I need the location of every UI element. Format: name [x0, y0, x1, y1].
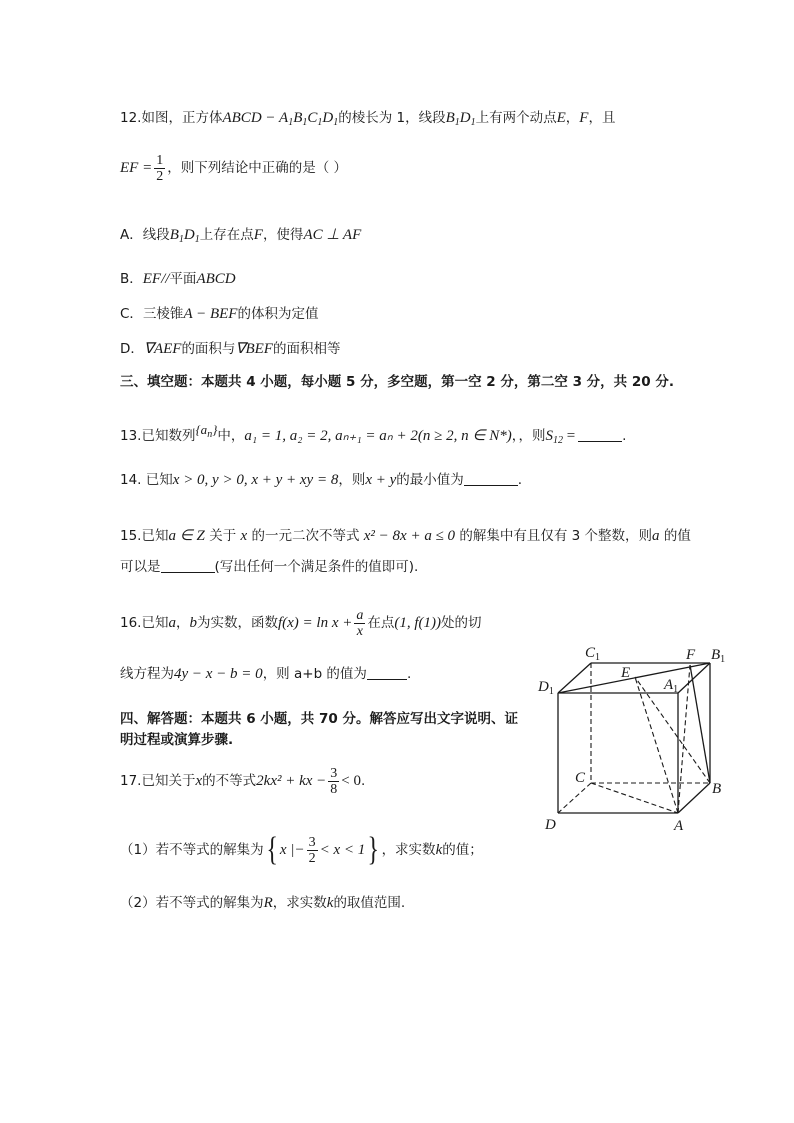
option-b-plane: ABCD [196, 271, 236, 287]
segment-bf [690, 665, 710, 783]
label-d: D [545, 817, 556, 830]
option-c [120, 304, 318, 324]
q16-math: f(x) = ln x + [277, 615, 353, 631]
q16-fraction: $\frac{a}{x}$ [356, 607, 364, 639]
q17-fraction: $\frac{3}{8}$ [330, 765, 338, 797]
cube-figure [535, 640, 735, 830]
q14-text1: 已知 [145, 472, 173, 488]
q16-a: a [168, 615, 176, 631]
q15-a: a [652, 528, 660, 544]
option-b-math: EF// [142, 271, 170, 287]
q17-math: 2kx² + kx − [256, 773, 327, 789]
q17-text1: 已知关于 [141, 773, 196, 789]
q17-part2 [120, 893, 405, 913]
q16-b: b [189, 615, 197, 631]
q15-line1 [120, 526, 691, 546]
q14-end: . [517, 472, 523, 488]
q17-set-fraction: $\frac{3}{2}$ [308, 834, 316, 866]
q13-number: 13. [120, 428, 142, 444]
q15-text1: 已知 [141, 528, 169, 544]
option-d-math: ∇AEF [143, 341, 182, 357]
option-a-text3: ，使得 [262, 227, 304, 243]
option-b [120, 269, 236, 289]
q12-cube-name: ABCD − $A_1B_1C_1D_1$ [222, 110, 339, 128]
q17-k: k [435, 842, 443, 858]
q15-math: a ∈ Z [168, 528, 205, 544]
q17-x: x [195, 773, 203, 789]
q13-s12: $S_{12}$ [545, 428, 563, 446]
option-a-seg: $B_1D_1$ [169, 227, 200, 245]
option-b-text: 平面 [169, 271, 197, 287]
label-b1: $B_1$ [711, 647, 726, 665]
point-f: F [579, 110, 589, 126]
q17-part1-text2: ，求实数 [381, 842, 436, 858]
label-c: C [575, 770, 586, 786]
q12-number: 12. [120, 110, 142, 126]
label-d1: $D_1$ [538, 679, 554, 697]
q13-text1: 已知数列 [141, 428, 196, 444]
left-brace: { [266, 831, 278, 868]
q12-question: ，则下列结论中正确的是（ ） [167, 160, 347, 176]
q15-line2-text2: (写出任何一个满足条件的值即可). [214, 559, 419, 575]
q15-text5: 的值 [663, 528, 691, 544]
q16-end: . [406, 666, 412, 682]
q13-text2: 中， [217, 428, 245, 444]
q17-set-a: x |− [279, 842, 305, 858]
right-brace: } [367, 831, 380, 868]
option-c-math: A − BEF [183, 306, 238, 322]
point-e: E [556, 110, 566, 126]
edge-d1c1 [558, 663, 591, 693]
q14-number: 14. [120, 472, 142, 488]
q17-k2: k [326, 895, 334, 911]
label-e: E [621, 665, 631, 681]
q13-sequence: $\{a_n\}$ [195, 422, 218, 440]
comma: ， [565, 110, 580, 126]
q17-r: R [263, 895, 273, 911]
q13-math: a₁ = 1, a₂ = 2, aₙ₊₁ = aₙ + 2(n ≥ 2, n ∈ N*) [244, 428, 512, 444]
q12-segment: $B_1D_1$ [445, 110, 476, 128]
q12-text4: ，且 [588, 110, 616, 126]
q16-line1 [120, 606, 482, 640]
option-d-text1: 的面积与 [181, 341, 236, 357]
section4-title-line2: 明过程或演算步骤. [120, 732, 234, 748]
q16-text1: 已知 [141, 615, 169, 631]
q15-text3: 的一元二次不等式 [251, 528, 360, 544]
section4-title-line1: 四、解答题：本题共 6 小题，共 70 分。解答应写出文字说明、证 [120, 711, 518, 727]
hidden-ae [635, 677, 678, 813]
q17-part2-label: （2）若不等式的解集为 [120, 895, 264, 911]
label-c1: $C_1$ [585, 645, 601, 663]
hidden-diagonal-ca [591, 783, 678, 813]
q17-part2-text1: ，求实数 [272, 895, 327, 911]
q15-number: 15. [120, 528, 142, 544]
ef-equation: EF = [120, 160, 153, 176]
q17-number: 17. [120, 773, 142, 789]
option-c-text2: 的体积为定值 [237, 306, 319, 322]
q13 [120, 420, 626, 451]
option-a-text2: 上存在点 [199, 227, 254, 243]
q17-part1-label: （1）若不等式的解集为 [120, 842, 264, 858]
q12-text: 如图，正方体 [141, 110, 223, 126]
fraction-half: $\frac{1}{2}$ [156, 152, 164, 184]
q16-line2-text1: 线方程为 [120, 666, 174, 682]
q17-math-end: < 0 [341, 773, 361, 789]
q14-text3: 的最小值为 [396, 472, 464, 488]
option-d-text2: 的面积相等 [272, 341, 341, 357]
q17-part2-text2: 的取值范围. [333, 895, 406, 911]
q17-text2: 的不等式 [202, 773, 257, 789]
q15-text2: 关于 [209, 528, 237, 544]
option-a-point: F [253, 227, 263, 243]
q14-math2: x + y [365, 472, 397, 488]
q15-text4: 的解集中有且仅有 3 个整数，则 [459, 528, 653, 544]
q17-line1 [120, 763, 365, 799]
q16-answer-blank[interactable] [367, 665, 407, 680]
label-a1: $A_1$ [664, 677, 679, 695]
q16-number: 16. [120, 615, 142, 631]
option-a-text1: 线段 [142, 227, 170, 243]
option-d-label: D． [120, 341, 144, 357]
q17-set-b: < x < 1 [319, 842, 366, 858]
q12-line1 [120, 108, 615, 133]
q17-end: . [361, 773, 366, 789]
q15-math2: x² − 8x + a ≤ 0 [363, 528, 456, 544]
option-c-text1: 三棱锥 [142, 306, 184, 322]
q13-eq: = [562, 428, 576, 444]
q14-answer-blank[interactable] [464, 471, 518, 486]
q14 [120, 470, 522, 490]
q16-text5: 处的切 [441, 615, 482, 631]
option-a [120, 225, 361, 250]
q16-text4: 在点 [367, 615, 395, 631]
hidden-edge-cd [558, 783, 591, 813]
option-a-label: A． [120, 227, 143, 243]
q12-text2: 的棱长为 1，线段 [338, 110, 446, 126]
q14-math: x > 0, y > 0, x + y + xy = 8 [172, 472, 339, 488]
q15-x: x [240, 528, 248, 544]
q16-tangent: 4y − x − b = 0 [174, 666, 263, 682]
q16-comma: ， [175, 615, 190, 631]
q13-answer-blank[interactable] [578, 427, 622, 442]
q16-line2 [120, 664, 411, 684]
q12-text3: 上有两个动点 [475, 110, 557, 126]
option-a-math: AC ⊥ AF [303, 227, 362, 243]
option-d [120, 339, 340, 359]
q14-text2: ，则 [338, 472, 366, 488]
q15-line2-text1: 可以是 [120, 559, 161, 575]
q17-part1 [120, 832, 483, 868]
label-b: B [712, 781, 722, 797]
section3-title: 三、填空题：本题共 4 小题，每小题 5 分，多空题，第一空 2 分，第二空 3 分，共 20 分. [120, 374, 674, 390]
q16-point: (1, f(1)) [394, 615, 442, 631]
option-c-label: C． [120, 306, 143, 322]
label-a: A [674, 818, 684, 830]
q15-answer-blank[interactable] [161, 558, 215, 573]
q13-end: . [622, 428, 627, 444]
q16-text3: 为实数，函数 [196, 615, 278, 631]
q16-text6: ，则 a+b 的值为 [262, 666, 367, 682]
option-b-label: B． [120, 271, 143, 287]
option-d-math2: ∇BEF [235, 341, 273, 357]
diagonal-b1d1 [558, 663, 710, 693]
q13-text3: ，，则 [511, 428, 546, 444]
q15-line2 [120, 557, 418, 577]
edge-ab [678, 783, 710, 813]
label-f: F [686, 647, 696, 663]
q17-part1-text3: 的值； [442, 842, 483, 858]
q12-line2 [120, 150, 347, 186]
